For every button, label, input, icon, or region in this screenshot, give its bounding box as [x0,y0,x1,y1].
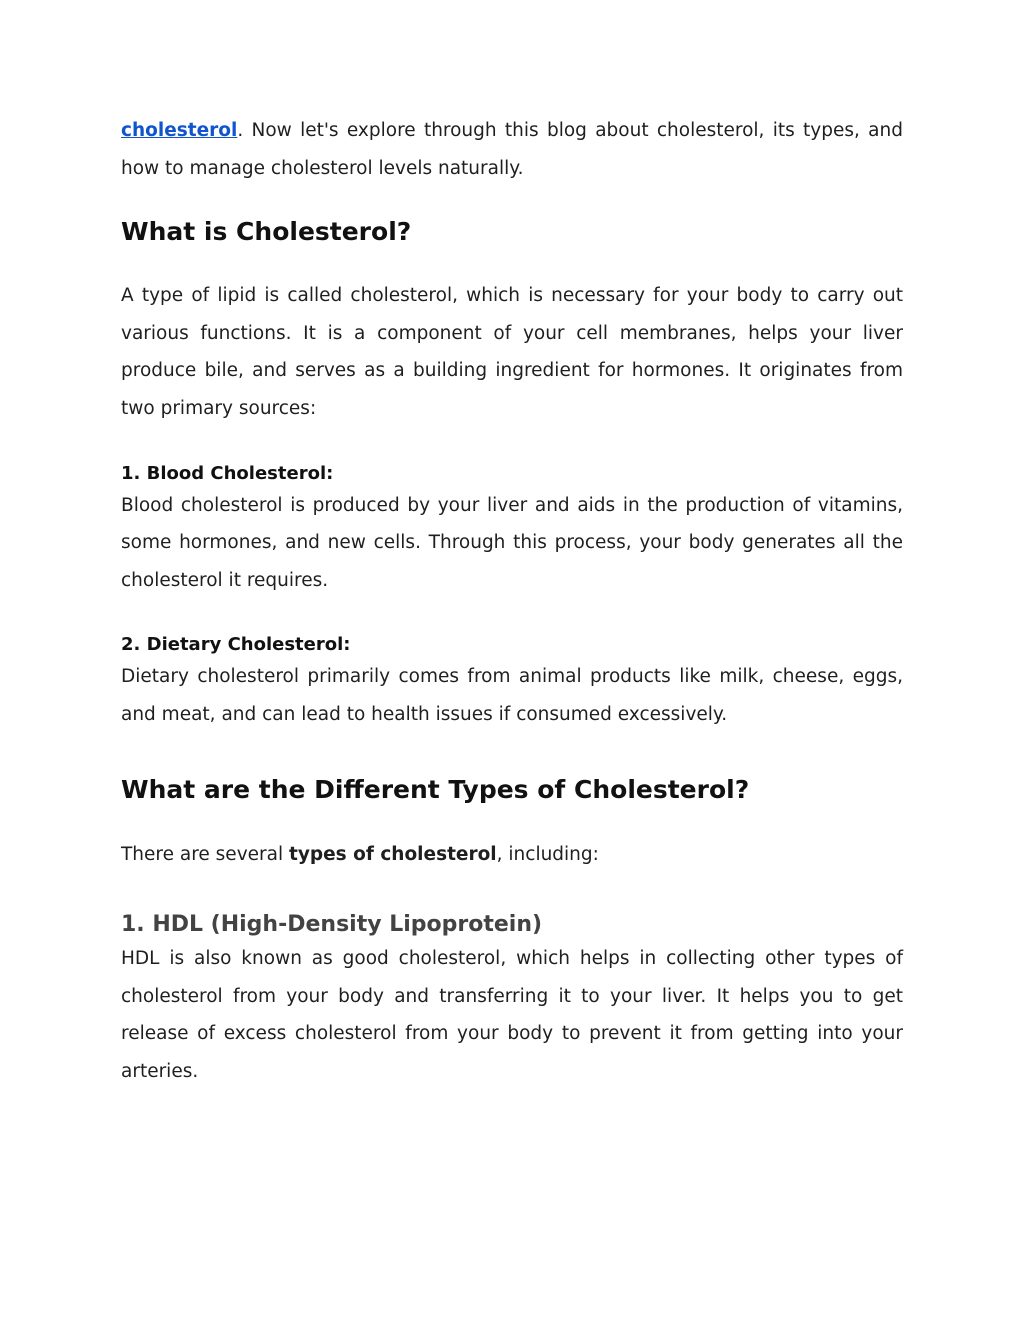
cholesterol-link[interactable]: cholesterol [121,120,238,141]
several-types-before: There are several [121,843,289,865]
document-page [121,112,903,1091]
heading-dietary-cholesterol: 2. Dietary Cholesterol: [121,634,351,656]
intro-text: . Now let's explore through this blog about cholesterol, its types, and how to manage cholesterol levels naturally. [121,120,903,179]
heading-types-of-cholesterol: What are the Different Types of Cholesterol? [121,774,750,804]
heading-hdl: 1. HDL (High-Density Lipoprotein) [121,912,543,938]
intro-paragraph [121,112,903,187]
heading-what-is-cholesterol: What is Cholesterol? [121,217,412,247]
paragraph-lipid: A type of lipid is called cholesterol, which is necessary for your body to carry out various functions. It is a component of your cell membranes, helps your liver produce bile, and serves as a building ingredient for hormones. It originates from two primary sources: [121,285,903,419]
paragraph-dietary-cholesterol: Dietary cholesterol primarily comes from animal products like milk, cheese, eggs, and meat, and can lead to health issues if consumed excessively. [121,666,903,725]
several-types-bold: types of cholesterol [288,843,497,865]
several-types-after: , including: [496,843,599,865]
paragraph-hdl: HDL is also known as good cholesterol, which helps in collecting other types of cholesterol from your body and transferring it to your liver. It helps you to get release of excess cholesterol from your body to prevent it from getting into your arteries. [121,948,903,1082]
heading-blood-cholesterol: 1. Blood Cholesterol: [121,462,334,484]
paragraph-blood-cholesterol: Blood cholesterol is produced by your liver and aids in the production of vitamins, some hormones, and new cells. Through this process, your body generates all the cholesterol it requires. [121,494,903,591]
paragraph-several-types [121,836,903,874]
